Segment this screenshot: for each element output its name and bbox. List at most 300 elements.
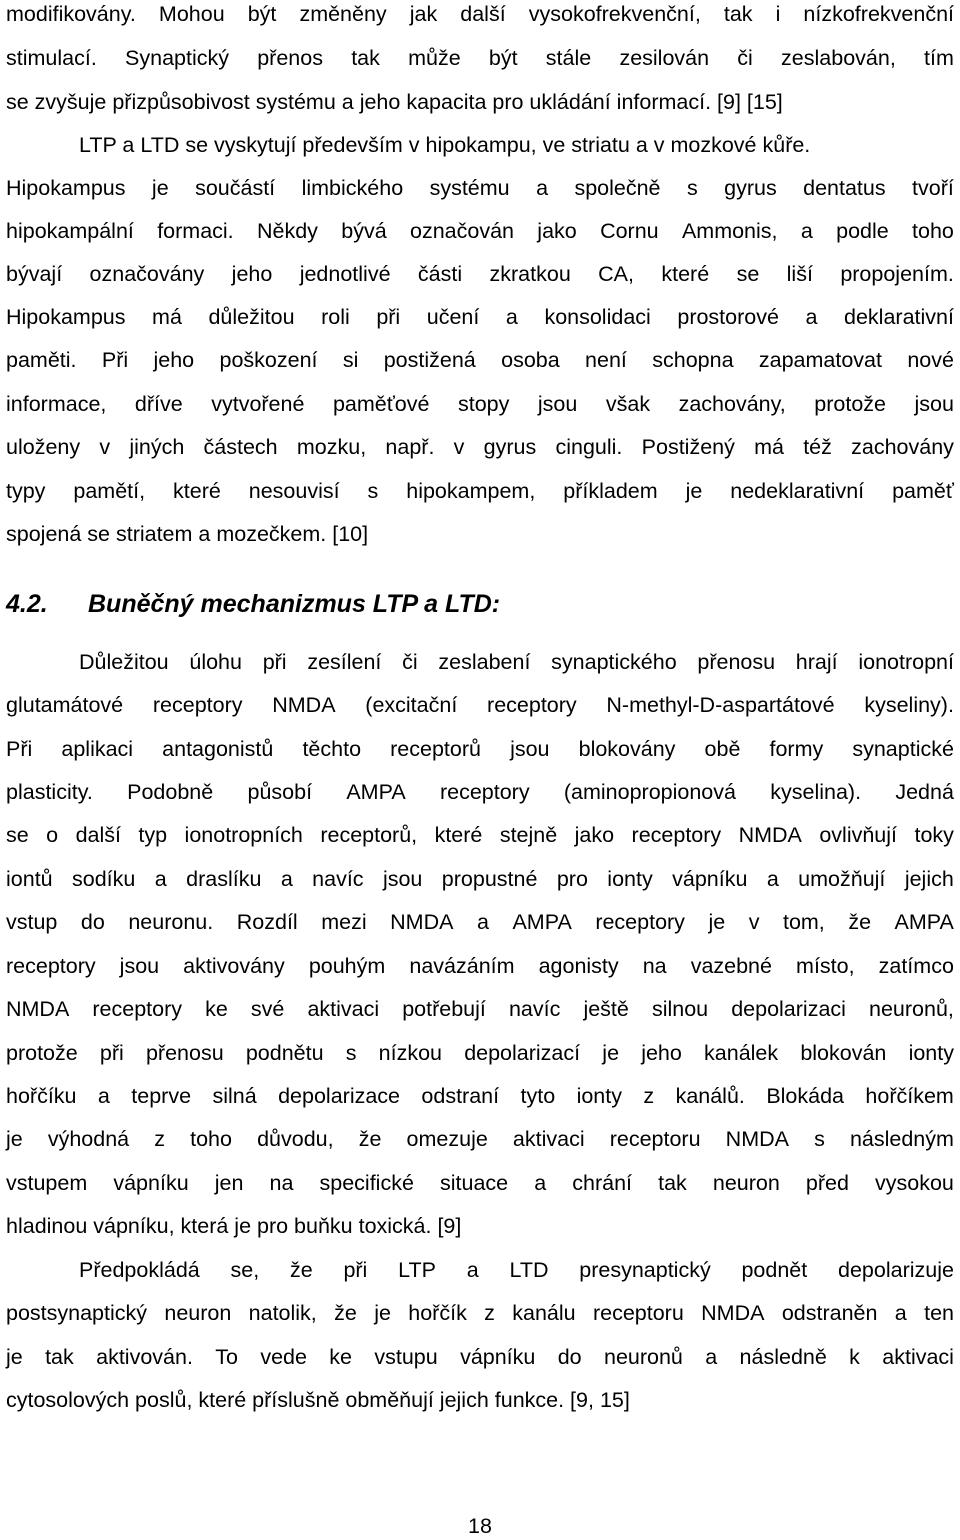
word: učení <box>426 305 480 329</box>
word: situace <box>440 1171 509 1195</box>
word: tak <box>45 1345 74 1369</box>
word: při <box>343 1258 368 1282</box>
word: N-methyl-D-aspartátové <box>606 693 835 717</box>
word: deklarativní <box>844 305 954 329</box>
word: receptorů <box>390 737 481 761</box>
word: vytvořené <box>211 392 305 416</box>
word: z <box>484 1301 495 1325</box>
word: hořčík <box>408 1301 467 1325</box>
word: i <box>775 2 781 26</box>
word: Hipokampus <box>6 305 126 329</box>
word: ke <box>205 997 228 1021</box>
word: obě <box>704 737 741 761</box>
word: kanálu <box>512 1301 576 1325</box>
word: podnět <box>741 1258 808 1282</box>
word: Předpokládá <box>79 1258 200 1282</box>
word: které <box>661 262 710 286</box>
word: depolarizace <box>278 1084 401 1108</box>
text-line: se zvyšuje přizpůsobivost systému a jeho kapacita pro ukládání informací. [9] [15] <box>6 90 783 114</box>
word: ionty <box>607 867 653 891</box>
word: To <box>215 1345 238 1369</box>
text-line <box>6 477 954 505</box>
word: kyseliny). <box>864 693 954 717</box>
word: NMDA <box>738 823 802 847</box>
word: gyrus <box>724 176 777 200</box>
word: při <box>376 305 401 329</box>
word: výhodná <box>47 1127 130 1151</box>
word: a <box>476 910 489 934</box>
word: NMDA <box>725 1127 789 1151</box>
word: své <box>250 997 285 1021</box>
word: jako <box>574 823 615 847</box>
word: si <box>342 348 359 372</box>
text-line <box>79 648 954 676</box>
word: vysokofrekvenční, <box>528 2 701 26</box>
word: NMDA <box>272 693 336 717</box>
word: protože <box>6 1041 78 1065</box>
text-line <box>6 908 954 936</box>
word: ionotropní <box>858 650 954 674</box>
word: receptory <box>487 693 577 717</box>
word: další <box>460 2 506 26</box>
text-line <box>6 778 954 806</box>
word: při <box>262 650 287 674</box>
word: blokovány <box>578 737 676 761</box>
word: aktivován. <box>96 1345 193 1369</box>
word: a <box>805 305 818 329</box>
word: systému <box>429 176 510 200</box>
word: ještě <box>583 997 629 1021</box>
word: chrání <box>572 1171 633 1195</box>
word: zeslabení <box>438 650 531 674</box>
text-line <box>6 691 954 719</box>
section-title: Buněčný mechanizmus LTP a LTD: <box>88 590 501 618</box>
word: nízkofrekvenční <box>803 2 954 26</box>
page-number: 18 <box>468 1514 492 1538</box>
word: Podobně <box>127 780 214 804</box>
word: umožňují <box>798 867 886 891</box>
word: AMPA <box>894 910 954 934</box>
word: odstraněn <box>781 1301 878 1325</box>
word: a <box>536 176 549 200</box>
text-line: LTP a LTD se vyskytují především v hipokampu, ve striatu a v mozkové kůře. <box>79 133 811 157</box>
word: vysokou <box>875 1171 954 1195</box>
word: před <box>805 1171 849 1195</box>
word: jako <box>537 219 577 243</box>
word: blokován <box>800 1041 887 1065</box>
word: presynaptický <box>579 1258 711 1282</box>
text-line <box>6 433 954 461</box>
word: zachovány <box>851 435 954 459</box>
word: cinguli. <box>555 435 623 459</box>
word: neuronu. <box>128 910 214 934</box>
word: stále <box>545 46 592 70</box>
word: (aminopropionová <box>563 780 736 804</box>
word: být <box>247 2 277 26</box>
word: příkladem <box>563 479 658 503</box>
word: Někdy <box>256 219 318 243</box>
word: uloženy <box>6 435 81 459</box>
word: jen <box>214 1171 244 1195</box>
word: sodíku <box>72 867 136 891</box>
word: neuron <box>164 1301 232 1325</box>
word: a <box>894 1301 907 1325</box>
word: LTP <box>398 1258 436 1282</box>
word: a <box>534 1171 547 1195</box>
word: Synaptický <box>125 46 229 70</box>
word: tom, <box>782 910 825 934</box>
word: se <box>6 823 29 847</box>
word: jsou <box>537 392 578 416</box>
word: aktivaci <box>882 1345 954 1369</box>
word: Jedná <box>895 780 954 804</box>
word: jejich <box>904 867 954 891</box>
word: toho <box>190 1127 232 1151</box>
text-line <box>6 1169 954 1197</box>
word: že <box>289 1258 313 1282</box>
word: NMDA <box>701 1301 765 1325</box>
text-line <box>6 217 954 245</box>
word: je <box>6 1345 23 1369</box>
word: zapamatovat <box>758 348 882 372</box>
word: nedeklarativní <box>730 479 865 503</box>
word: (excitační <box>365 693 458 717</box>
word: receptory <box>595 910 685 934</box>
word: ionty <box>908 1041 954 1065</box>
word: silnou <box>651 997 709 1021</box>
word: místo, <box>796 954 855 978</box>
word: paměti. <box>6 348 77 372</box>
word: nové <box>907 348 954 372</box>
text-line <box>6 0 954 28</box>
word: těchto <box>302 737 362 761</box>
word: bývají <box>6 262 63 286</box>
word: přenos <box>257 46 323 70</box>
word: jiných <box>129 435 185 459</box>
word: roli <box>321 305 350 329</box>
word: hipokampem, <box>406 479 536 503</box>
word: se <box>736 262 760 286</box>
word: mozku, <box>296 435 367 459</box>
word: neuron <box>712 1171 780 1195</box>
word: aktivaci <box>307 997 380 1021</box>
word: být <box>488 46 518 70</box>
word: toky <box>914 823 954 847</box>
word: důvodu, <box>257 1127 334 1151</box>
word: pamětí, <box>73 479 146 503</box>
word: ovlivňují <box>819 823 898 847</box>
text-line <box>6 1125 954 1153</box>
word: receptoru <box>609 1127 701 1151</box>
word: při <box>99 1041 124 1065</box>
word: protože <box>814 392 886 416</box>
section-heading <box>6 588 500 620</box>
word: aktivovány <box>183 954 285 978</box>
word: hrají <box>795 650 838 674</box>
word: Rozdíl <box>236 910 298 934</box>
word: s <box>345 1041 357 1065</box>
word: a <box>97 1084 110 1108</box>
word: dentatus <box>803 176 886 200</box>
word: že <box>358 1127 382 1151</box>
word: vápníku <box>460 1345 536 1369</box>
word: vede <box>260 1345 307 1369</box>
word: jeho <box>641 1041 682 1065</box>
word: potřebují <box>402 997 486 1021</box>
word: neuronů <box>603 1345 683 1369</box>
text-line <box>6 1299 954 1327</box>
word: poškození <box>219 348 318 372</box>
word: např. <box>385 435 435 459</box>
word: vápníku <box>672 867 748 891</box>
word: tvoří <box>912 176 954 200</box>
word: natolik, <box>248 1301 317 1325</box>
word: částech <box>203 435 278 459</box>
word: modifikovány. <box>6 2 136 26</box>
word: se, <box>230 1258 260 1282</box>
word: jeho <box>153 348 195 372</box>
word: zatímco <box>878 954 954 978</box>
word: Při <box>101 348 129 372</box>
word: typ <box>138 823 168 847</box>
word: jednotlivé <box>299 262 391 286</box>
word: Hipokampus <box>6 176 126 200</box>
word: informace, <box>6 392 107 416</box>
text-line <box>6 821 954 849</box>
word: zachovány, <box>678 392 786 416</box>
word: a <box>505 305 518 329</box>
word: části <box>417 262 463 286</box>
word: odstraní <box>421 1084 500 1108</box>
word: a <box>280 867 293 891</box>
word: vazebné <box>690 954 772 978</box>
word: a <box>466 1258 479 1282</box>
word: následným <box>849 1127 954 1151</box>
text-line <box>6 346 954 374</box>
word: ionotropních <box>184 823 303 847</box>
word: je <box>6 1127 23 1151</box>
word: ten <box>924 1301 954 1325</box>
text-line <box>6 1039 954 1067</box>
word: součástí <box>195 176 276 200</box>
section-number: 4.2. <box>6 590 48 618</box>
word: v <box>453 435 465 459</box>
word: depolarizuje <box>838 1258 954 1282</box>
word: a <box>766 867 779 891</box>
word: stopy <box>457 392 510 416</box>
word: kanálů. <box>675 1084 745 1108</box>
word: paměť <box>892 479 954 503</box>
text-line <box>79 1256 954 1284</box>
word: vstup <box>6 910 58 934</box>
word: AMPA <box>512 910 572 934</box>
word: navíc <box>508 997 561 1021</box>
word: jsou <box>382 867 423 891</box>
word: aktivaci <box>512 1127 585 1151</box>
text-line <box>6 174 954 202</box>
word: nesouvisí <box>248 479 340 503</box>
word: teprve <box>131 1084 192 1108</box>
word: Blokáda <box>766 1084 845 1108</box>
word: NMDA <box>6 997 70 1021</box>
word: má <box>754 435 784 459</box>
word: Cornu <box>600 219 659 243</box>
word: postižená <box>383 348 476 372</box>
word: synaptického <box>551 650 677 674</box>
word: jsou <box>510 737 550 761</box>
word: tyto <box>520 1084 556 1108</box>
word: na <box>642 954 667 978</box>
word: schopna <box>652 348 734 372</box>
word: ionty <box>576 1084 622 1108</box>
word: antagonistů <box>162 737 274 761</box>
word: neuronů, <box>869 997 954 1021</box>
word: tak <box>351 46 380 70</box>
word: stimulací. <box>6 46 97 70</box>
word: a <box>800 219 813 243</box>
word: receptorů, <box>320 823 418 847</box>
word: Postižený <box>641 435 735 459</box>
word: přenosu <box>697 650 776 674</box>
word: liší <box>786 262 813 286</box>
word: jak <box>409 2 438 26</box>
word: že <box>848 910 872 934</box>
word: typy <box>6 479 46 503</box>
word: receptory <box>6 954 96 978</box>
word: NMDA <box>390 910 454 934</box>
word: mezi <box>321 910 367 934</box>
word: a <box>705 1345 718 1369</box>
word: další <box>75 823 121 847</box>
word: Důležitou <box>79 650 169 674</box>
word: depolarizaci <box>731 997 846 1021</box>
text-line <box>6 44 954 72</box>
word: formaci. <box>157 219 234 243</box>
text-line <box>6 260 954 288</box>
word: je <box>708 910 726 934</box>
word: též <box>803 435 832 459</box>
word: propustné <box>441 867 538 891</box>
word: následně <box>739 1345 827 1369</box>
word: které <box>434 823 483 847</box>
word: označován <box>409 219 514 243</box>
word: agonisty <box>538 954 619 978</box>
word: které <box>173 479 221 503</box>
word: ke <box>329 1345 353 1369</box>
word: vápníku <box>113 1171 189 1195</box>
word: je <box>602 1041 620 1065</box>
text-line <box>6 1343 954 1371</box>
word: s <box>814 1127 825 1151</box>
word: hořčíku <box>6 1084 77 1108</box>
word: paměťové <box>332 392 430 416</box>
word: nízkou <box>378 1041 443 1065</box>
word: silná <box>212 1084 257 1108</box>
word: bývá <box>341 219 387 243</box>
text-line: hladinou vápníku, která je pro buňku toxická. [9] <box>6 1214 462 1238</box>
word: má <box>152 305 182 329</box>
word: gyrus <box>483 435 537 459</box>
text-line <box>6 952 954 980</box>
word: s <box>686 176 698 200</box>
word: receptoru <box>592 1301 684 1325</box>
word: vstupu <box>374 1345 438 1369</box>
word: tak <box>658 1171 687 1195</box>
word: depolarizací <box>464 1041 581 1065</box>
word: je <box>685 479 703 503</box>
word: specifické <box>319 1171 414 1195</box>
word: z <box>643 1084 655 1108</box>
word: navíc <box>312 867 364 891</box>
word: stejně <box>499 823 558 847</box>
word: Ammonis, <box>681 219 778 243</box>
word: prostorové <box>677 305 779 329</box>
word: může <box>408 46 461 70</box>
word: jsou <box>914 392 954 416</box>
word: změněny <box>299 2 387 26</box>
word: jeho <box>231 262 273 286</box>
word: plasticity. <box>6 780 93 804</box>
word: konsolidaci <box>544 305 651 329</box>
text-line: cytosolových poslů, které příslušně obměňují jejich funkce. [9, 15] <box>6 1388 630 1412</box>
word: zesilován <box>619 46 710 70</box>
word: je <box>151 176 169 200</box>
word: AMPA <box>346 780 406 804</box>
word: o <box>46 823 59 847</box>
word: tak <box>723 2 753 26</box>
word: limbického <box>301 176 404 200</box>
word: důležitou <box>208 305 295 329</box>
text-line <box>6 865 954 893</box>
word: vstupem <box>6 1171 88 1195</box>
word: receptory <box>92 997 183 1021</box>
word: v <box>99 435 111 459</box>
word: však <box>605 392 651 416</box>
word: hipokampální <box>6 219 134 243</box>
word: synaptické <box>852 737 954 761</box>
text-line <box>6 303 954 331</box>
word: do <box>80 910 105 934</box>
text-line <box>6 1082 954 1110</box>
word: pro <box>556 867 588 891</box>
word: kanálek <box>704 1041 779 1065</box>
word: a <box>154 867 167 891</box>
word: podnětu <box>245 1041 324 1065</box>
word: receptory <box>439 780 530 804</box>
word: zesílení <box>307 650 382 674</box>
word: působí <box>247 780 313 804</box>
word: podle <box>836 219 889 243</box>
word: či <box>402 650 418 674</box>
word: pouhým <box>308 954 386 978</box>
word: tím <box>924 46 954 70</box>
text-line <box>6 390 954 418</box>
word: glutamátové <box>6 693 124 717</box>
text-line <box>6 995 954 1023</box>
text-line: spojená se striatem a mozečkem. [10] <box>6 522 369 546</box>
word: úlohu <box>189 650 242 674</box>
word: propojením. <box>840 262 954 286</box>
word: s <box>367 479 379 503</box>
text-line <box>6 735 954 763</box>
word: k <box>849 1345 860 1369</box>
word: Při <box>6 737 33 761</box>
word: společně <box>574 176 661 200</box>
word: z <box>154 1127 165 1151</box>
word: není <box>585 348 627 372</box>
word: do <box>557 1345 582 1369</box>
word: označovány <box>89 262 205 286</box>
